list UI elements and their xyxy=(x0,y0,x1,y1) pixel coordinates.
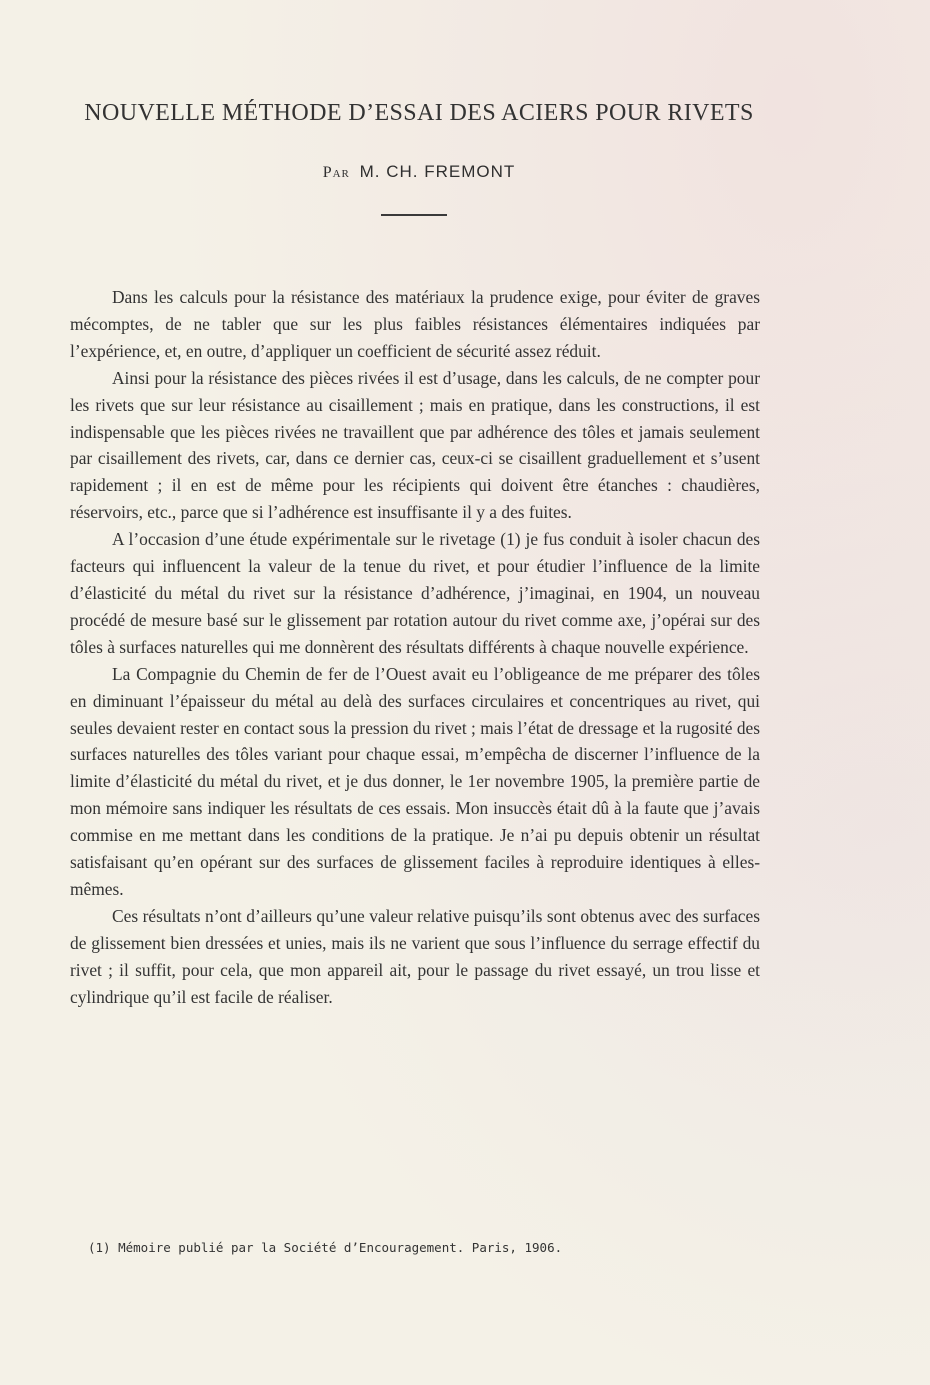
author-name: M. CH. FREMONT xyxy=(359,162,516,181)
paragraph: La Compagnie du Chemin de fer de l’Ouest avait eu l’obligeance de me préparer des tôles en diminuant l’épaisseur du métal au delà des surfaces circulaires et concentriques au rivet, qui seules devaient rester en contact sous la pression du rivet ; mais l’état de dressage et la rugosité des surfaces naturelles des tôles variant pour chaque essai, m’empêcha de discerner l’influence de la limite d’élasticité du métal du rivet, et je dus donner, le 1er novembre 1905, la première partie de mon mémoire sans indiquer les résultats de ces essais. Mon insuccès était dû à la faute que j’avais commise en me mettant dans les conditions de la pratique. Je n’ai pu depuis obtenir un résultat satisfaisant qu’en opérant sur des surfaces de glissement faciles à reproduire identiques à elles-mêmes. xyxy=(70,663,760,899)
paragraph: Ces résultats n’ont d’ailleurs qu’une valeur relative puisqu’ils sont obtenus avec des surfaces de glissement bien dressées et unies, mais ils ne varient que sous l’influence du serrage effectif du rivet ; il suffit, pour cela, que mon appareil ait, pour le passage du rivet essayé, un trou lisse et cylindrique qu’il est facile de réaliser. xyxy=(70,905,760,1007)
article-body xyxy=(70,284,760,1010)
author-prefix: Par xyxy=(322,164,350,181)
paragraph: Dans les calculs pour la résistance des matériaux la prudence exige, pour éviter de graves mécomptes, de ne tabler que sur les plus faibles résistances élémentaires indiquées par l’expérience, et, en outre, d’appliquer un coefficient de sécurité assez réduit. xyxy=(70,287,760,361)
article-title: NOUVELLE MÉTHODE D’ESSAI DES ACIERS POUR RIVETS xyxy=(84,100,754,126)
footnote: (1) Mémoire publié par la Société d’Encouragement. Paris, 1906. xyxy=(88,1240,563,1255)
paragraph: Ainsi pour la résistance des pièces rivées il est d’usage, dans les calculs, de ne compter pour les rivets que sur leur résistance au cisaillement ; mais en pratique, dans les constructions, il est indispensable que les pièces rivées ne travaillent que par adhérence des tôles et jamais seulement par cisaillement des rivets, car, dans ce dernier cas, ceux-ci se cisaillent graduellement et s’usent rapidement ; il en est de même pour les récipients qui doivent être étanches : chaudières, réservoirs, etc., parce que si l’adhérence est insuffisante il y a des fuites. xyxy=(70,367,760,523)
author-line xyxy=(0,162,838,182)
paragraph: A l’occasion d’une étude expérimentale sur le rivetage (1) je fus conduit à isoler chacun des facteurs qui influencent la valeur de la tenue du rivet, et pour étudier l’influence de la limite d’élasticité du métal du rivet sur la résistance d’adhérence, j’imaginai, en 1904, un nouveau procédé de mesure basé sur le glissement par rotation autour du rivet comme axe, j’opérai sur des tôles à surfaces naturelles qui me donnèrent des résultats différents à chaque nouvelle expérience. xyxy=(70,529,760,657)
title-divider xyxy=(381,214,447,216)
